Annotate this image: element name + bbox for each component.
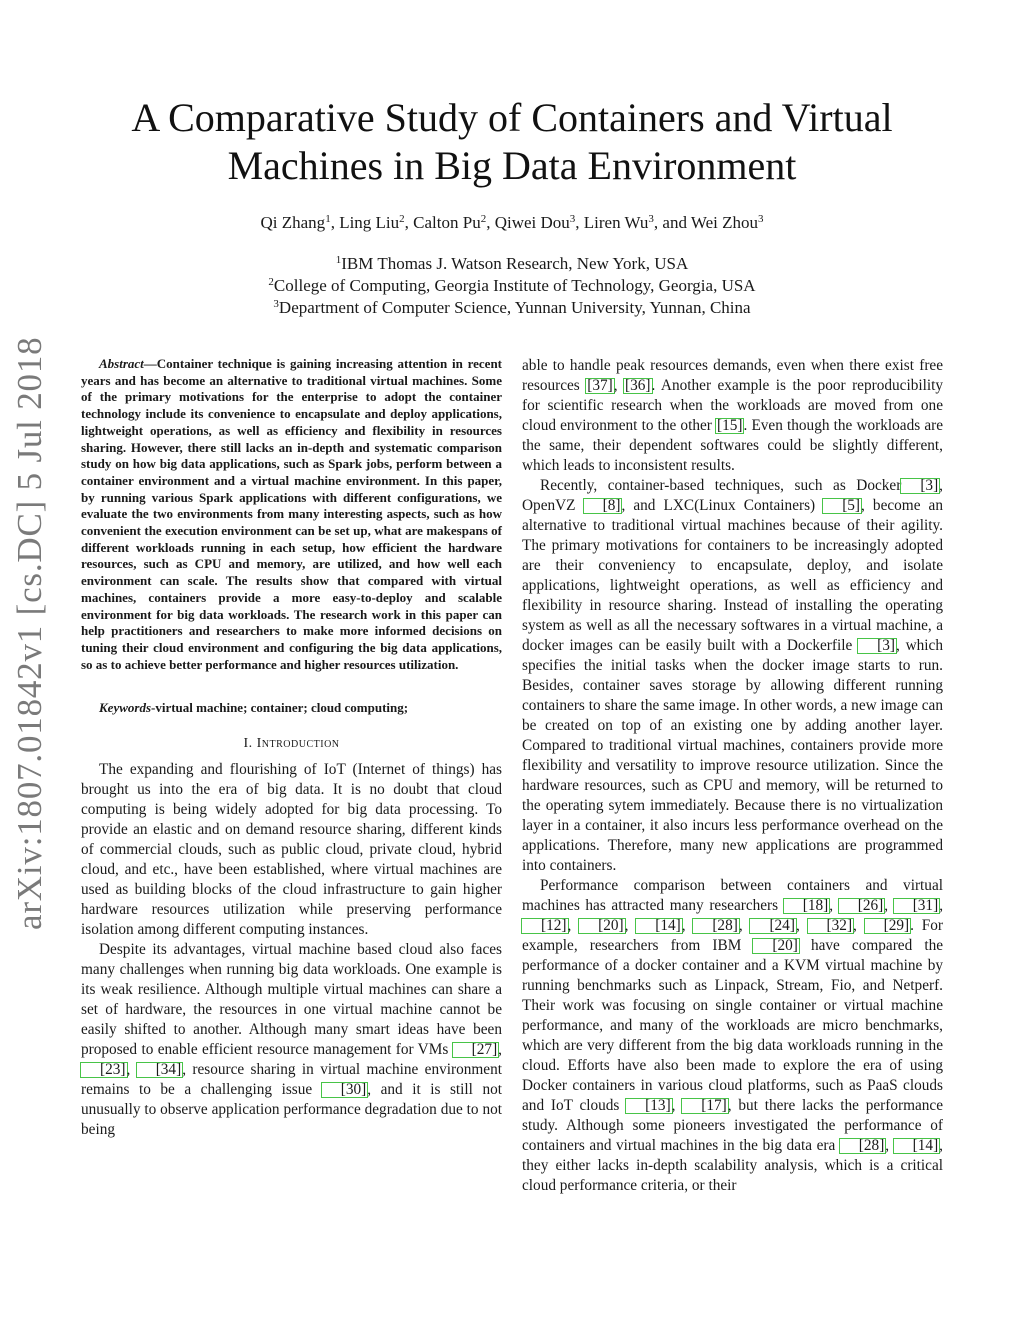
paragraph-text: , resource sharing in virtual machine environment remains to be a challenging issue (81, 1061, 502, 1099)
paragraph-text: , (613, 377, 624, 394)
citation-link[interactable]: [24] (750, 919, 796, 933)
author-separator: , (330, 213, 340, 232)
paragraph-text: , (884, 897, 894, 914)
keywords-label: Keywords (99, 700, 151, 716)
citation-link[interactable]: [20] (579, 919, 625, 933)
citation-link[interactable]: [29] (865, 919, 911, 933)
paragraph-text: , and it is still not unusually to observe application performance degradation due to not being (81, 1081, 503, 1139)
citation-link[interactable]: [30] (322, 1083, 368, 1097)
author-list (100, 211, 924, 235)
author-name: Qiwei Dou (494, 213, 570, 232)
author-affiliation-marker: 1 (325, 213, 331, 225)
author-affiliation-marker: 2 (399, 213, 405, 225)
paragraph-text: , which specifies the initial tasks when the docker image starts to run. Besides, container saves storage by allowing different running containers to share the same image. In other words, a new image can be created on top of an existing one by adding another layer. Compared to traditional virtual machines, containers provide more flexibility and versatility to improve resource utilization. Since the hardware resources, such as CPU and memory, will be returned to the operating sytem immediately. Because there is no virtualization layer in a container, it also incurs less performance overhead on the applications. Therefore, many new applications are programmed into containers. (522, 637, 943, 874)
citation-link[interactable]: [20] (753, 939, 799, 953)
paragraph-text: Despite its advantages, virtual machine based cloud also faces many challenges when running big data workloads. One example is its weak resilience. Although multiple virtual machines can share a set of hardware, the resources in one virtual machine cannot be easily shifted to another. Although many smart ideas have been proposed to enable efficient resource management for VMs (81, 941, 502, 1059)
section-number: I. (243, 736, 253, 752)
paragraph-text: , (126, 1061, 137, 1079)
body-paragraph (522, 356, 943, 476)
paragraph-text: , (681, 917, 694, 934)
citation-link[interactable]: [13] (626, 1099, 672, 1113)
citation-link[interactable]: [32] (808, 919, 854, 933)
author-name: Qi Zhang (260, 213, 326, 232)
body-paragraph (522, 476, 943, 876)
citation-link[interactable]: [18] (784, 899, 830, 913)
arxiv-identifier-stamp: arXiv:1807.01842v1 [cs.DC] 5 Jul 2018 (10, 336, 49, 930)
body-paragraph (81, 760, 502, 940)
affiliation-text: Department of Computer Science, Yunnan University, Yunnan, China (278, 298, 751, 317)
affiliation (100, 275, 924, 297)
affiliation-number: 2 (268, 276, 274, 288)
affiliation-number: 3 (273, 298, 279, 310)
author-affiliation-marker: 2 (480, 213, 487, 225)
paragraph-text: , (829, 897, 839, 914)
citation-link[interactable]: [34] (137, 1063, 183, 1077)
paragraph-text: , become an alternative to traditional virtual machines because of their agility. The primary motivations for containers to be increasingly adopted are their conveniency to encapsulate, deploy, and isolate applications, lightweight operations, as well as efficiency and flexibility in resource sharing. Instead of installing the operating system as well as all the necessary softwares in a virtual machine, a docker images can be easily built with a Dockerfile (522, 497, 943, 654)
section-title: Introduction (256, 736, 340, 752)
paragraph-text: , (939, 897, 944, 914)
citation-link[interactable]: [14] (636, 919, 682, 933)
author-separator: , (486, 213, 495, 232)
citation-link[interactable]: [15] (716, 417, 743, 434)
citation-link[interactable]: [3] (858, 639, 896, 653)
affiliation (100, 253, 924, 275)
author-name: Wei Zhou (690, 213, 758, 232)
citation-link[interactable]: [5] (823, 499, 861, 513)
affiliation (100, 297, 924, 319)
paragraph-text: , they either lacks in-depth scalability analysis, which is a critical cloud performance criteria, or their (522, 1137, 943, 1194)
author-name: Liren Wu (583, 213, 649, 232)
author-affiliation-marker: 3 (758, 213, 764, 225)
keywords-text: -virtual machine; container; cloud computing; (151, 700, 409, 716)
author-affiliation-marker: 3 (648, 213, 654, 225)
right-column (522, 356, 943, 1196)
citation-link[interactable]: [37] (587, 377, 613, 394)
abstract-label: Abstract (99, 356, 144, 371)
affiliation-text: College of Computing, Georgia Institute of Technology, Georgia, USA (273, 276, 756, 295)
author-separator: , and (653, 213, 691, 232)
paragraph-text: Performance comparison between containers and virtual machines has attracted many researchers (522, 877, 943, 914)
citation-link[interactable]: [27] (453, 1043, 499, 1057)
paragraph-text: . Even though the workloads are the same, their dependent softwares could be slightly different, which leads to inconsistent results. (522, 417, 943, 474)
paragraph-text: , (624, 917, 637, 934)
paragraph-text: , (567, 917, 580, 934)
citation-link[interactable]: [3] (901, 479, 939, 493)
paragraph-text: , (885, 1137, 894, 1154)
body-paragraph (522, 876, 943, 1196)
body-paragraph (81, 940, 502, 1140)
citation-link[interactable]: [36] (625, 377, 651, 394)
citation-link[interactable]: [31] (894, 899, 940, 913)
paragraph-text: , (853, 917, 865, 934)
author-affiliation-marker: 3 (569, 213, 576, 225)
citation-link[interactable]: [23] (81, 1063, 127, 1077)
paragraph-text: , (671, 1097, 683, 1114)
affiliation-text: IBM Thomas J. Watson Research, New York, USA (341, 254, 689, 273)
paragraph-text: , OpenVZ (522, 477, 943, 514)
author-separator: , (404, 213, 414, 232)
paragraph-text: , but there lacks the performance study. Although some pioneers investigated the performance of containers and virtual machines in the big data era (522, 1097, 944, 1154)
left-column (81, 356, 502, 1140)
citation-link[interactable]: [14] (894, 1139, 940, 1153)
author-separator: , (575, 213, 584, 232)
paragraph-text: , and LXC(Linux Containers) (621, 497, 824, 514)
keywords (81, 699, 502, 716)
title-line-2: Machines in Big Data Environment (227, 143, 797, 188)
affiliation-number: 1 (335, 254, 342, 266)
paragraph-text: , (795, 917, 808, 934)
paragraph-text: , (498, 1041, 502, 1059)
affiliation-list (100, 253, 924, 319)
citation-link[interactable]: [8] (584, 499, 622, 513)
paragraph-text: able to handle peak resources demands, even when there exist free resources (522, 357, 943, 394)
paragraph-text: . Another example is the poor reproducibility for scientific research when the workloads are moved from one cloud environment to the other (522, 377, 943, 434)
paragraph-text: have compared the performance of a docker container and a KVM virtual machine by running benchmarks such as Linpack, Stream, Fio, and Netperf. Their work was focusing on single container or virtual machine performance, and many of the workloads are micro benchmarks, which are very different from the big data workloads running in the cloud. Efforts have also been made to explore the era of using Docker containers in various cloud platforms, such as PaaS clouds and IoT clouds (522, 937, 944, 1114)
author-name: Calton Pu (413, 213, 481, 232)
section-heading-introduction (81, 736, 502, 752)
citation-link[interactable]: [17] (682, 1099, 728, 1113)
abstract-text: —Container technique is gaining increasing attention in recent years and has become an alternative to traditional virtual machines. Some of the primary motivations for the enterprise to adopt the container technology include its convenience to encapsulate and deploy applications, lightweight operations, as well as efficiency and flexibility in resources sharing. However, there still lacks an in-depth and systematic comparison study on how big data applications, such as Spark jobs, perform between a container environment and a virtual machine environment. In this paper, by running various Spark applications with different configurations, we evaluate the two environments from many interesting aspects, such as how convenient the execution environment can be set up, what are makespans of different workloads running in each setup, how efficient the hardware resources, such as CPU and memory, are utilized, and how well each environment can scale. The results show that compared with virtual machines, containers provide a more easy-to-deploy and scalable environment for big data workloads. The research work in this paper can help practitioners and researchers to make more informed decisions on tuning their cloud environment and configuring the big data applications, so as to achieve better performance and higher resources utilization. (81, 356, 502, 672)
citation-link[interactable]: [28] (840, 1139, 886, 1153)
title-line-1: A Comparative Study of Containers and Virtual (131, 95, 893, 140)
paragraph-text: . For example, researchers from IBM (522, 917, 944, 954)
abstract (81, 356, 502, 673)
author-name: Ling Liu (339, 213, 400, 232)
paragraph-text: Recently, container-based techniques, such as Docker (540, 477, 902, 494)
paragraph-text: , (738, 917, 751, 934)
citation-link[interactable]: [26] (839, 899, 885, 913)
citation-link[interactable]: [12] (522, 919, 568, 933)
paper-title (100, 94, 924, 190)
paragraph-text: The expanding and flourishing of IoT (Internet of things) has brought us into the era of big data. It is no doubt that cloud computing is being widely adopted for big data processing. To provide an elastic and on demand resource sharing, different kinds of commercial clouds, such as public cloud, private cloud, hybrid cloud, and etc., have been established, where virtual machines are used as building blocks of the cloud infrastructure to gain higher hardware resources utilization while preserving performance isolation among different computing instances. (81, 761, 502, 939)
citation-link[interactable]: [28] (693, 919, 739, 933)
